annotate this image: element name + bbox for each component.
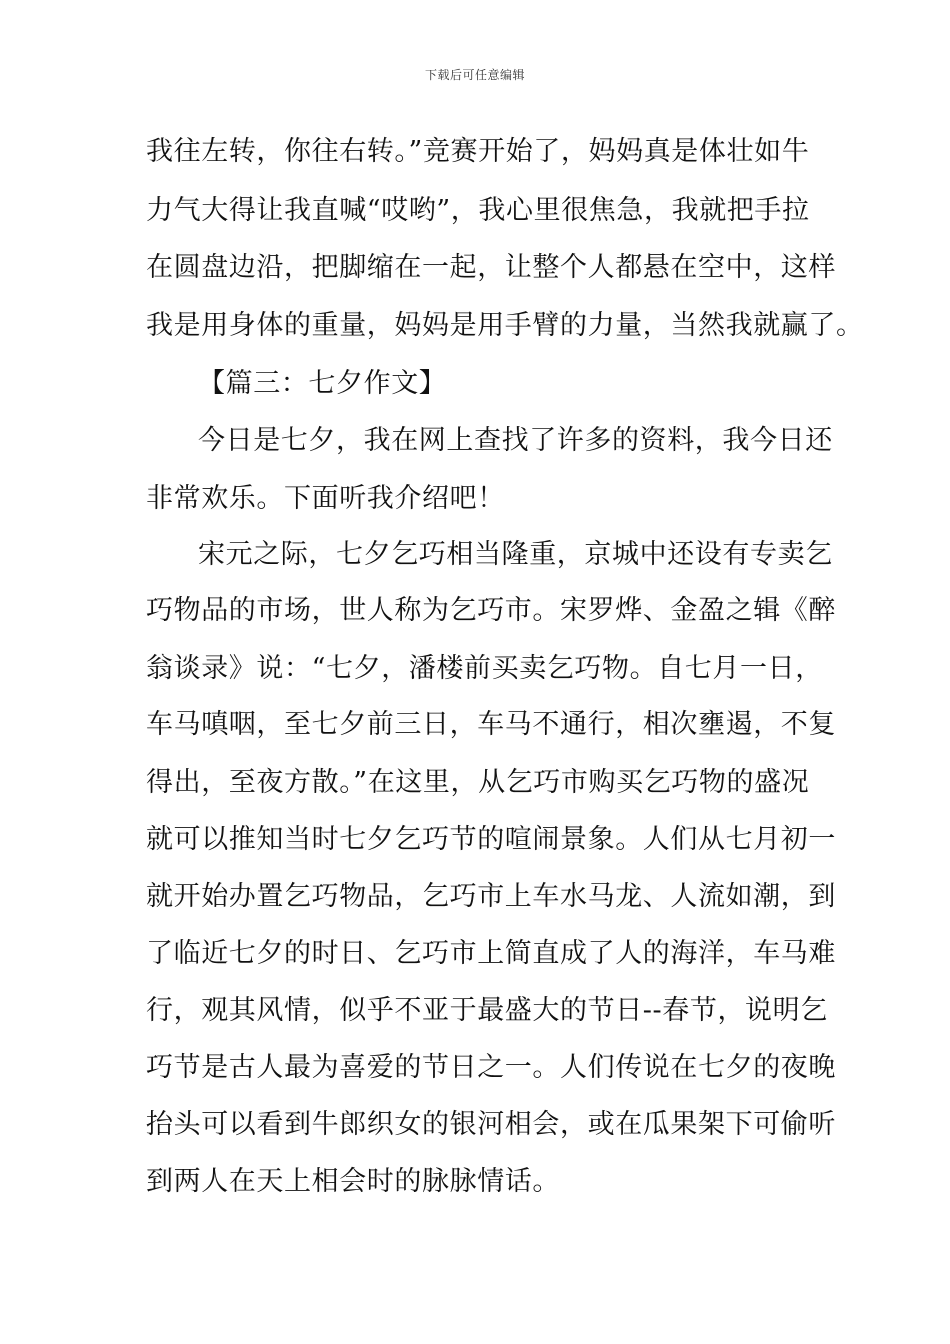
text-line: 得出，至夜方散。”在这里，从乞巧市购买乞巧物的盛况 bbox=[146, 767, 810, 798]
text-line: 在圆盘边沿，把脚缩在一起，让整个人都悬在空中，这样 bbox=[146, 252, 836, 283]
text-line: 巧节是古人最为喜爱的节日之一。人们传说在七夕的夜晚 bbox=[146, 1052, 836, 1083]
text-line: 抬头可以看到牛郎织女的银河相会，或在瓜果架下可偷听 bbox=[146, 1109, 836, 1140]
text-line: 非常欢乐。下面听我介绍吧！ bbox=[146, 483, 505, 514]
text-line: 到两人在天上相会时的脉脉情话。 bbox=[146, 1166, 560, 1197]
text-line: 就开始办置乞巧物品，乞巧市上车水马龙、人流如潮，到 bbox=[146, 881, 836, 912]
text-line: 翁谈录》说：“七夕，潘楼前买卖乞巧物。自七月一日， bbox=[146, 653, 823, 684]
text-line: 力气大得让我直喊“哎哟”，我心里很焦急，我就把手拉 bbox=[146, 195, 810, 226]
text-line: 今日是七夕，我在网上查找了许多的资料，我今日还 bbox=[198, 425, 833, 456]
text-line: 我是用身体的重量，妈妈是用手臂的力量，当然我就赢了。 bbox=[146, 310, 864, 341]
section-heading: 【篇三：七夕作文】 bbox=[198, 368, 447, 399]
text-line: 就可以推知当时七夕乞巧节的喧闹景象。人们从七月初一 bbox=[146, 824, 836, 855]
text-line: 行，观其风情，似乎不亚于最盛大的节日--春节，说明乞 bbox=[146, 995, 828, 1026]
text-line: 了临近七夕的时日、乞巧市上简直成了人的海洋，车马难 bbox=[146, 938, 836, 969]
text-line: 车马嗔咽，至七夕前三日，车马不通行，相次壅遏，不复 bbox=[146, 709, 836, 740]
text-line: 巧物品的市场，世人称为乞巧市。宋罗烨、金盈之辑《醉 bbox=[146, 595, 836, 626]
text-line: 我往左转，你往右转。”竞赛开始了，妈妈真是体壮如牛 bbox=[146, 136, 810, 167]
text-line: 宋元之际，七夕乞巧相当隆重，京城中还设有专卖乞 bbox=[198, 539, 833, 570]
page-header: 下载后可任意编辑 bbox=[424, 68, 525, 82]
